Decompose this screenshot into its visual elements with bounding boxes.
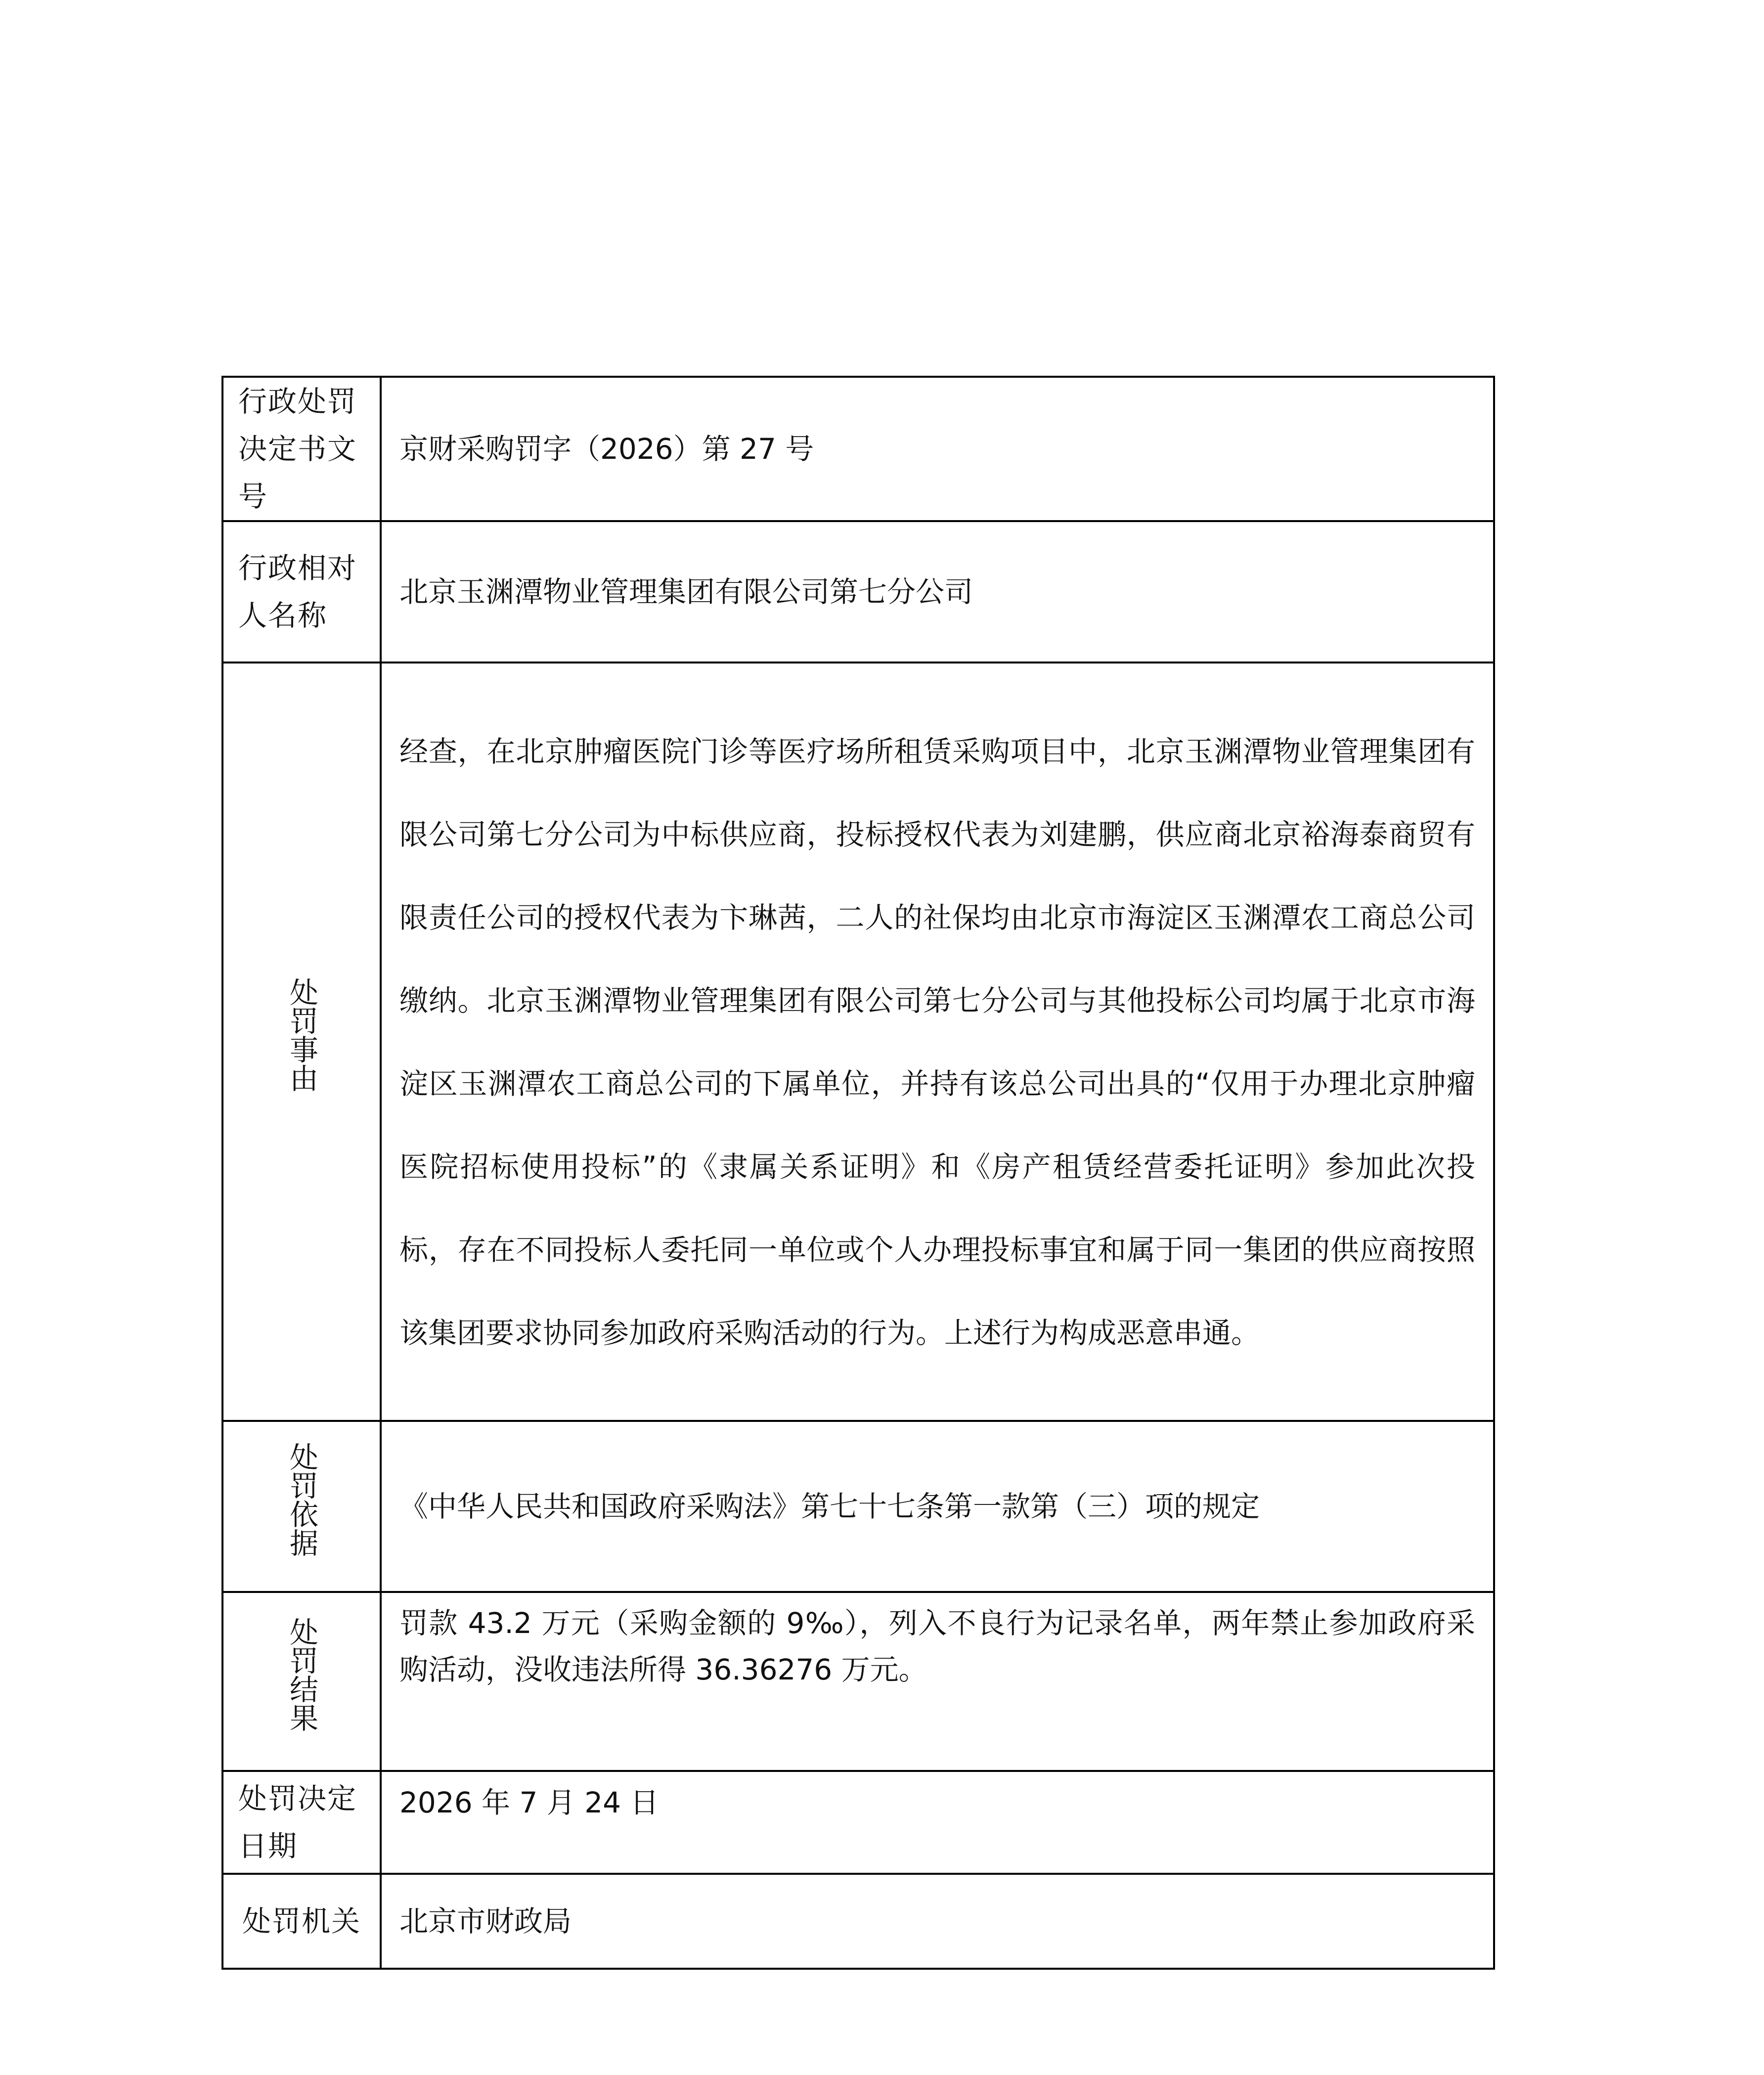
decision-number-value: 京财采购罚字（2026）第 27 号 <box>381 377 1494 521</box>
penalty-result-value: 罚款 43.2 万元（采购金额的 9‰），列入不良行为记录名单，两年禁止参加政府采购活动，没收违法所得 36.36276 万元。 <box>381 1592 1494 1771</box>
decision-date-label: 处罚决定日期 <box>222 1771 381 1874</box>
table-row <box>222 377 1494 521</box>
penalty-reason-label: 处罚事由 <box>285 977 318 1092</box>
table-row <box>222 1592 1494 1771</box>
penalty-result-label-cell <box>222 1592 381 1771</box>
penalty-basis-label-cell <box>222 1421 381 1592</box>
table-row <box>222 1874 1494 1969</box>
penalty-reason-value: 经查，在北京肿瘤医院门诊等医疗场所租赁采购项目中，北京玉渊潭物业管理集团有限公司第七分公司为中标供应商，投标授权代表为刘建鹏，供应商北京裕海泰商贸有限责任公司的授权代表为卞琳茜，二人的社保均由北京市海淀区玉渊潭农工商总公司缴纳。北京玉渊潭物业管理集团有限公司第七分公司与其他投标公司均属于北京市海淀区玉渊潭农工商总公司的下属单位，并持有该总公司出具的“仅用于办理北京肿瘤医院招标使用投标”的《隶属关系证明》和《房产租赁经营委托证明》参加此次投标，存在不同投标人委托同一单位或个人办理投标事宜和属于同一集团的供应商按照该集团要求协同参加政府采购活动的行为。上述行为构成恶意串通。 <box>381 662 1494 1421</box>
table-row <box>222 1421 1494 1592</box>
authority-label: 处罚机关 <box>222 1874 381 1969</box>
penalty-reason-label-cell <box>222 662 381 1421</box>
table-row <box>222 521 1494 662</box>
penalty-basis-value: 《中华人民共和国政府采购法》第七十七条第一款第（三）项的规定 <box>381 1421 1494 1592</box>
penalty-basis-label: 处罚依据 <box>285 1442 318 1557</box>
table-row <box>222 662 1494 1421</box>
decision-number-label: 行政处罚决定书文号 <box>222 377 381 521</box>
party-name-label: 行政相对人名称 <box>222 521 381 662</box>
authority-value: 北京市财政局 <box>381 1874 1494 1969</box>
party-name-value: 北京玉渊潭物业管理集团有限公司第七分公司 <box>381 521 1494 662</box>
penalty-result-label: 处罚结果 <box>285 1617 318 1732</box>
penalty-info-table <box>221 376 1495 1970</box>
table-row <box>222 1771 1494 1874</box>
decision-date-value: 2026 年 7 月 24 日 <box>381 1771 1494 1874</box>
